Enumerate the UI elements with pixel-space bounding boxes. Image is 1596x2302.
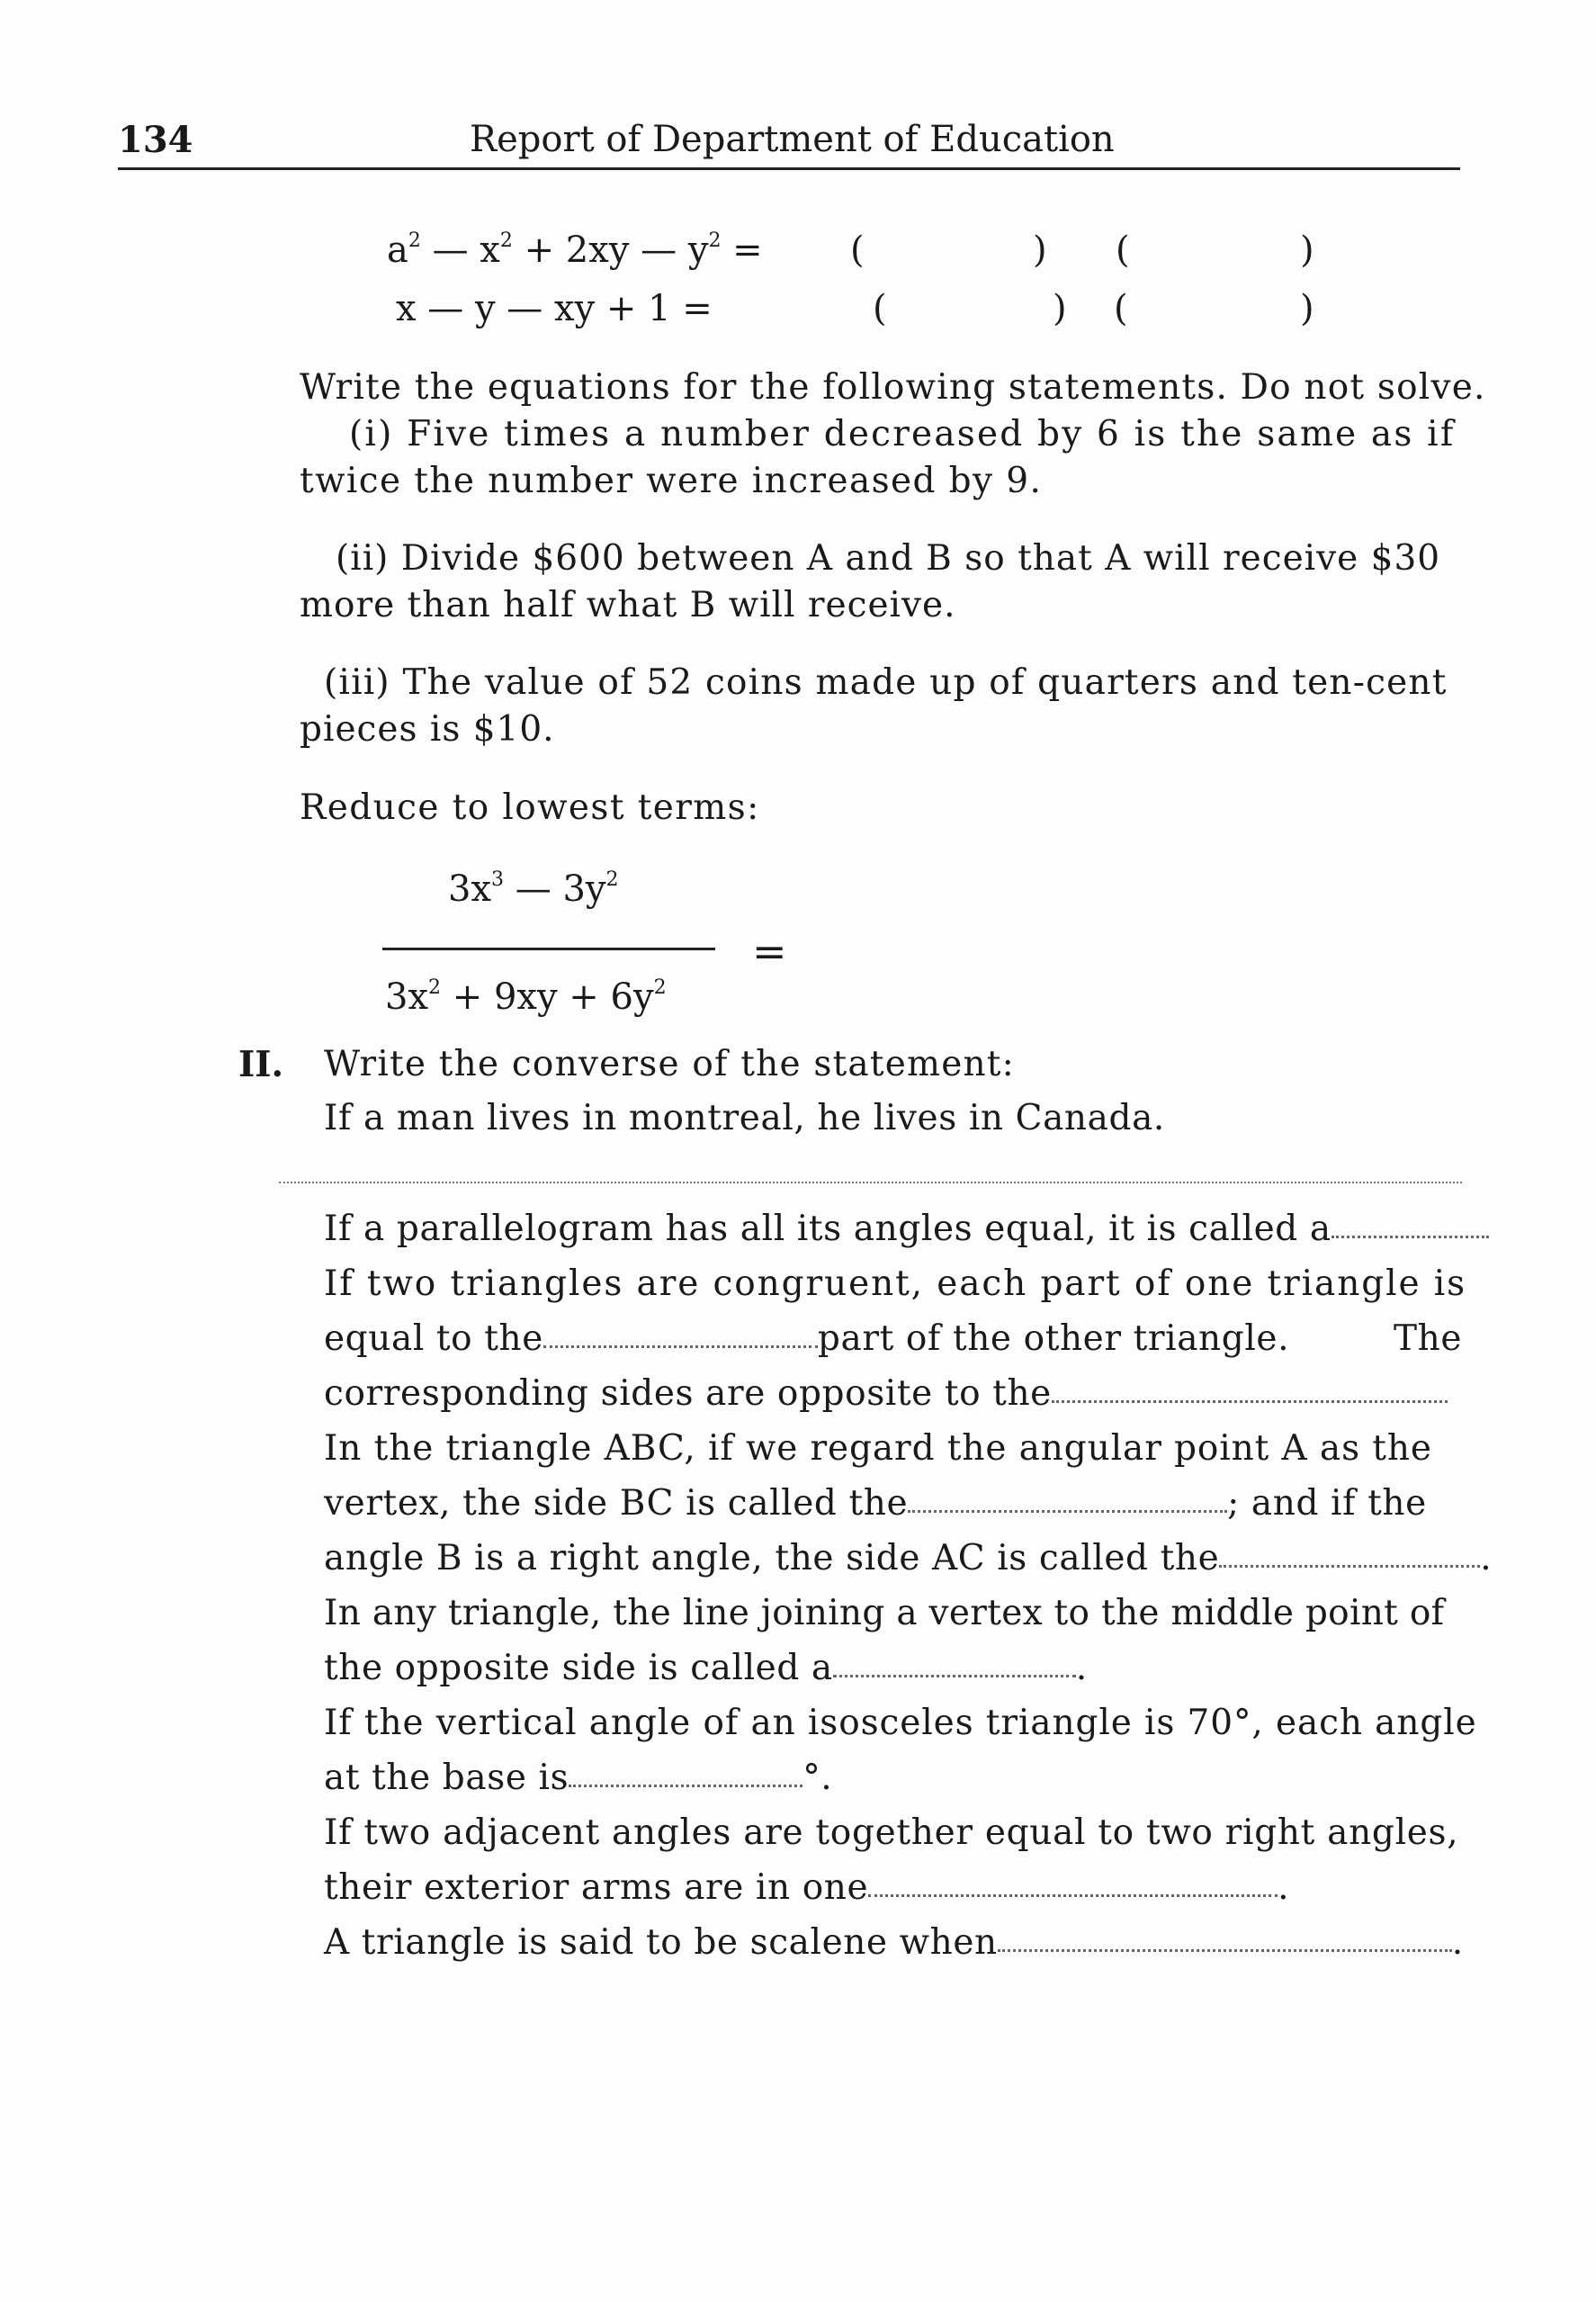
paren-close: ) (1033, 229, 1047, 271)
header-rule (118, 167, 1460, 170)
reduce-instruction: Reduce to lowest terms: (300, 787, 760, 828)
fill-in-line: In any triangle, the line joining a vertex to the middle point of (324, 1593, 1445, 1633)
blank-dots (908, 1510, 1227, 1513)
factor-equation-1-lhs: $a^2$ — $x^2 + 2xy$ — $y^2$ = (387, 229, 763, 271)
page-number: 134 (118, 119, 193, 161)
paren-open: ( (850, 229, 865, 271)
fraction-denominator: $3x^2 + 9xy + 6y^2$ (385, 976, 667, 1018)
fill-in-line: corresponding sides are opposite to the (324, 1373, 1462, 1414)
blank-dots (543, 1345, 818, 1348)
paren-open: ( (1114, 288, 1128, 329)
equations-instruction: Write the equations for the following statements. Do not solve. (300, 367, 1486, 408)
paren-close: ) (1300, 288, 1314, 329)
running-head: Report of Department of Education (470, 119, 1115, 160)
blank-dots (833, 1675, 1076, 1677)
blank-dots (998, 1949, 1452, 1952)
converse-instruction: Write the converse of the statement: (324, 1044, 1016, 1084)
factor-equation-2-lhs: x — y — xy + 1 = (396, 288, 713, 329)
fill-in-line: If two triangles are congruent, each part of one triangle is (324, 1263, 1467, 1304)
fill-in-line: at the base is °. (324, 1758, 833, 1798)
blank-dots (1052, 1400, 1448, 1403)
item-iii-line-2: pieces is $10. (300, 709, 555, 750)
paren-close: ) (1300, 229, 1314, 271)
equals-sign: = (752, 927, 787, 976)
paren-open: ( (1116, 229, 1130, 271)
paren-open: ( (873, 288, 887, 329)
item-ii-line-2: more than half what B will receive. (300, 585, 956, 625)
blank-dots (1331, 1236, 1489, 1238)
blank-dots (1219, 1565, 1480, 1568)
fill-in-line: If a parallelogram has all its angles equal, it is called a (324, 1209, 1462, 1249)
fill-in-line: the opposite side is called a . (324, 1648, 1088, 1688)
fill-in-line: their exterior arms are in one . (324, 1867, 1290, 1908)
fill-in-line: equal to the part of the other triangle. The (324, 1318, 1462, 1359)
item-iii-line-1: (iii) The value of 52 coins made up of quarters and ten-cent (324, 662, 1448, 703)
fill-in-line: In the triangle ABC, if we regard the angular point A as the (324, 1428, 1432, 1469)
converse-statement: If a man lives in montreal, he lives in Canada. (324, 1098, 1165, 1138)
fraction-bar (382, 948, 715, 950)
item-i-line-2: twice the number were increased by 9. (300, 461, 1043, 501)
fraction-numerator: $3x^3$ — $3y^2$ (448, 868, 619, 910)
item-i-line-1: (i) Five times a number decreased by 6 is the same as if (349, 414, 1456, 454)
fill-in-line: angle B is a right angle, the side AC is called the . (324, 1538, 1493, 1578)
fill-in-line: A triangle is said to be scalene when . (324, 1922, 1464, 1963)
item-ii-line-1: (ii) Divide $600 between A and B so that A will receive $30 (336, 538, 1441, 579)
fill-in-line: If two adjacent angles are together equal to two right angles, (324, 1812, 1459, 1853)
answer-line (279, 1182, 1462, 1183)
fill-in-line: If the vertical angle of an isosceles triangle is 70°, each angle (324, 1703, 1477, 1743)
blank-dots (868, 1894, 1278, 1897)
section-numeral: II. (238, 1044, 284, 1085)
paren-close: ) (1053, 288, 1067, 329)
blank-dots (569, 1785, 802, 1787)
fill-in-line: vertex, the side BC is called the ; and if the (324, 1483, 1427, 1524)
